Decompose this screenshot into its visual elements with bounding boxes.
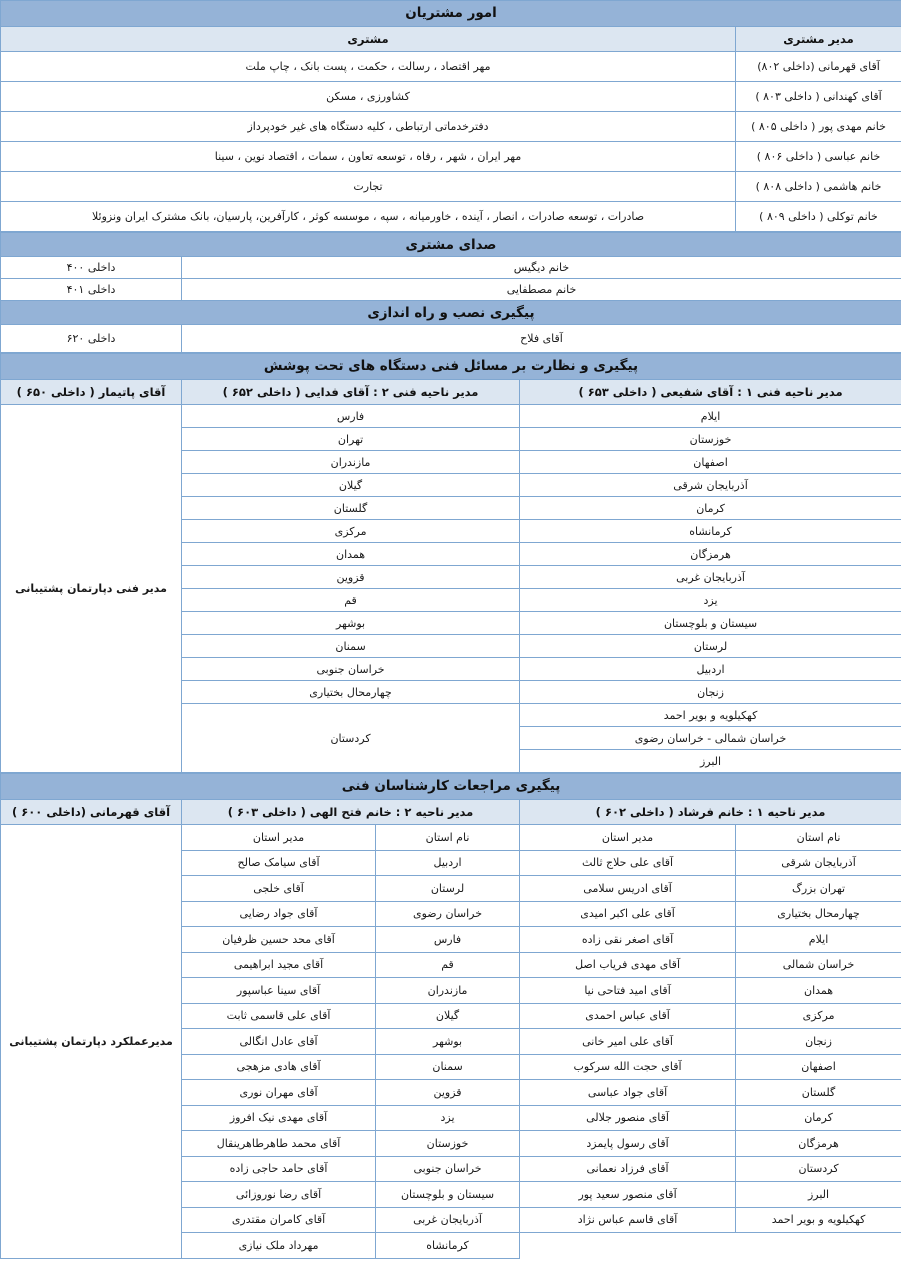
experts-region-2-manager: آقای حامد حاجی زاده bbox=[182, 1156, 376, 1182]
installation-person: آقای فلاح bbox=[182, 325, 901, 353]
tech-region-2-province: قزوین bbox=[182, 566, 520, 589]
header-experts-manager: آقای قهرمانی (داخلی ۶۰۰ ) bbox=[1, 799, 182, 825]
experts-table bbox=[0, 773, 901, 1259]
tech-region-1-province: اردبیل bbox=[520, 658, 901, 681]
experts-region-2-province: سیستان و بلوچستان bbox=[376, 1182, 520, 1208]
experts-region-1-manager: آقای علی حلاج ثالث bbox=[520, 850, 736, 876]
customer-manager: خانم عباسی ( داخلی ۸۰۶ ) bbox=[736, 142, 901, 172]
experts-region-2-manager: آقای رضا نوروزائی bbox=[182, 1182, 376, 1208]
customer-list: مهر اقتصاد ، رسالت ، حکمت ، پست بانک ، چاپ ملت bbox=[1, 52, 736, 82]
tech-region-1-province: آذربایجان شرقی bbox=[520, 474, 901, 497]
experts-region-2-manager: آقای محمد طاهرطاهرینقال bbox=[182, 1131, 376, 1157]
experts-region-2-province: مازندران bbox=[376, 978, 520, 1004]
experts-region-1-province: تهران بزرگ bbox=[736, 876, 901, 902]
experts-region-2-province: قزوین bbox=[376, 1080, 520, 1106]
experts-region-1-province: چهارمحال بختیاری bbox=[736, 901, 901, 927]
customer-affairs-table bbox=[0, 0, 901, 232]
experts-region-1-province: همدان bbox=[736, 978, 901, 1004]
installation-title: پیگیری نصب و راه اندازی bbox=[1, 301, 901, 325]
tech-region-2-province: خراسان جنوبی bbox=[182, 658, 520, 681]
experts-region-2-manager: آقای هادی مزهجی bbox=[182, 1054, 376, 1080]
tech-region-2-province: کردستان bbox=[182, 704, 520, 773]
tech-side-label: مدیر فنی دپارتمان پشتیبانی bbox=[1, 405, 182, 773]
experts-region-1-manager: آقای جواد عباسی bbox=[520, 1080, 736, 1106]
experts-region-2-manager: آقای خلجی bbox=[182, 876, 376, 902]
experts-region-1-manager: آقای علی اکبر امیدی bbox=[520, 901, 736, 927]
experts-side-label: مدیرعملکرد دپارتمان پشتیبانی bbox=[1, 825, 182, 1259]
experts-region-1-province: گلستان bbox=[736, 1080, 901, 1106]
experts-region-2-province: خوزستان bbox=[376, 1131, 520, 1157]
tech-region-1-province: آذربایجان غربی bbox=[520, 566, 901, 589]
experts-region-2-manager: آقای مهران نوری bbox=[182, 1080, 376, 1106]
tech-region-1-province: هرمزگان bbox=[520, 543, 901, 566]
experts-region-2-manager: آقای جواد رضایی bbox=[182, 901, 376, 927]
voice-person: خانم دیگیس bbox=[182, 257, 901, 279]
technical-table bbox=[0, 353, 901, 773]
customer-affairs-title: امور مشتریان bbox=[1, 1, 901, 27]
tech-region-1-province: خوزستان bbox=[520, 428, 901, 451]
experts-region-1-manager: آقای منصور جلالی bbox=[520, 1105, 736, 1131]
tech-region-1-province: زنجان bbox=[520, 681, 901, 704]
experts-region-1-manager: آقای امید فتاحی نیا bbox=[520, 978, 736, 1004]
experts-region-2-manager: مدیر استان bbox=[182, 825, 376, 851]
voice-extension: داخلی ۴۰۱ bbox=[1, 279, 182, 301]
header-experts-region-2: مدیر ناحیه ۲ : خانم فتح الهی ( داخلی ۶۰۳ ) bbox=[182, 799, 520, 825]
experts-region-2-manager: آقای مهدی نیک افروز bbox=[182, 1105, 376, 1131]
tech-region-1-province: کرمانشاه bbox=[520, 520, 901, 543]
customer-manager: خانم مهدی پور ( داخلی ۸۰۵ ) bbox=[736, 112, 901, 142]
customer-list: تجارت bbox=[1, 172, 736, 202]
experts-region-1-manager-empty bbox=[520, 1233, 736, 1259]
tech-region-1-province: لرستان bbox=[520, 635, 901, 658]
experts-region-1-manager: آقای فرزاد نعمانی bbox=[520, 1156, 736, 1182]
tech-region-2-province: سمنان bbox=[182, 635, 520, 658]
tech-region-2-province: همدان bbox=[182, 543, 520, 566]
experts-region-1-province: البرز bbox=[736, 1182, 901, 1208]
experts-region-1-manager: آقای رسول پایمزد bbox=[520, 1131, 736, 1157]
experts-region-2-province: لرستان bbox=[376, 876, 520, 902]
tech-region-2-province: بوشهر bbox=[182, 612, 520, 635]
experts-region-1-manager: آقای اصغر نقی زاده bbox=[520, 927, 736, 953]
header-tech-region-1: مدیر ناحیه فنی ۱ : آقای شفیعی ( داخلی ۶۵۳ ) bbox=[520, 379, 901, 405]
experts-region-2-province: یزد bbox=[376, 1105, 520, 1131]
experts-region-2-province: قم bbox=[376, 952, 520, 978]
voice-extension: داخلی ۴۰۰ bbox=[1, 257, 182, 279]
experts-region-2-province: آذربایجان غربی bbox=[376, 1207, 520, 1233]
experts-region-1-province: کرمان bbox=[736, 1105, 901, 1131]
experts-region-2-province: نام استان bbox=[376, 825, 520, 851]
customer-list: صادرات ، توسعه صادرات ، انصار ، آینده ، خاورمیانه ، سپه ، موسسه کوثر ، کارآفرین، پارسیان، بانک مشترک ایران ونزوئلا bbox=[1, 202, 736, 232]
tech-region-1-province: ایلام bbox=[520, 405, 901, 428]
tech-region-1-province: یزد bbox=[520, 589, 901, 612]
tech-region-2-province: گلستان bbox=[182, 497, 520, 520]
tech-region-1-province: سیستان و بلوچستان bbox=[520, 612, 901, 635]
experts-region-1-province: آذربایجان شرقی bbox=[736, 850, 901, 876]
experts-region-2-manager: آقای سیامک صالح bbox=[182, 850, 376, 876]
customer-manager: آقای قهرمانی (داخلی ۸۰۲) bbox=[736, 52, 901, 82]
experts-region-2-manager: آقای عادل انگالی bbox=[182, 1029, 376, 1055]
tech-region-2-province: چهارمحال بختیاری bbox=[182, 681, 520, 704]
header-experts-region-1: مدیر ناحیه ۱ : خانم فرشاد ( داخلی ۶۰۲ ) bbox=[520, 799, 901, 825]
experts-region-1-manager: آقای عباس احمدی bbox=[520, 1003, 736, 1029]
experts-region-1-manager: آقای علی امیر خانی bbox=[520, 1029, 736, 1055]
header-tech-manager: آقای پاتیمار ( داخلی ۶۵۰ ) bbox=[1, 379, 182, 405]
experts-region-2-manager: آقای محد حسین ظرفیان bbox=[182, 927, 376, 953]
customer-manager: خانم هاشمی ( داخلی ۸۰۸ ) bbox=[736, 172, 901, 202]
header-tech-region-2: مدیر ناحیه فنی ۲ : آقای فدایی ( داخلی ۶۵۲ ) bbox=[182, 379, 520, 405]
experts-region-1-province: اصفهان bbox=[736, 1054, 901, 1080]
experts-region-1-province: زنجان bbox=[736, 1029, 901, 1055]
technical-title: پیگیری و نظارت بر مسائل فنی دستگاه های تحت پوشش bbox=[1, 354, 901, 380]
tech-region-1-province: البرز bbox=[520, 750, 901, 773]
experts-region-2-province: سمنان bbox=[376, 1054, 520, 1080]
experts-region-1-province: کردستان bbox=[736, 1156, 901, 1182]
header-customer: مشتری bbox=[1, 26, 736, 52]
experts-region-1-province: نام استان bbox=[736, 825, 901, 851]
tech-region-2-province: مازندران bbox=[182, 451, 520, 474]
tech-region-1-province: کرمان bbox=[520, 497, 901, 520]
tech-region-1-province: اصفهان bbox=[520, 451, 901, 474]
experts-region-1-province: کهکیلویه و بویر احمد bbox=[736, 1207, 901, 1233]
experts-region-2-province: گیلان bbox=[376, 1003, 520, 1029]
experts-region-2-province: خراسان جنوبی bbox=[376, 1156, 520, 1182]
experts-region-1-province: ایلام bbox=[736, 927, 901, 953]
experts-region-2-province: کرمانشاه bbox=[376, 1233, 520, 1259]
experts-region-2-province: فارس bbox=[376, 927, 520, 953]
experts-region-2-province: خراسان رضوی bbox=[376, 901, 520, 927]
experts-region-2-manager: آقای کامران مقتدری bbox=[182, 1207, 376, 1233]
experts-region-1-province: خراسان شمالی bbox=[736, 952, 901, 978]
installation-extension: داخلی ۶۲۰ bbox=[1, 325, 182, 353]
customer-manager: خانم توکلی ( داخلی ۸۰۹ ) bbox=[736, 202, 901, 232]
tech-region-2-province: مرکزی bbox=[182, 520, 520, 543]
customer-list: مهر ایران ، شهر ، رفاه ، توسعه تعاون ، سمات ، اقتصاد نوین ، سینا bbox=[1, 142, 736, 172]
tech-region-1-province: کهکیلویه و بویر احمد bbox=[520, 704, 901, 727]
tech-region-2-province: تهران bbox=[182, 428, 520, 451]
voice-person: خانم مصطفایی bbox=[182, 279, 901, 301]
customer-list: دفترخدماتی ارتباطی ، کلیه دستگاه های غیر خودپرداز bbox=[1, 112, 736, 142]
customer-list: کشاورزی ، مسکن bbox=[1, 82, 736, 112]
experts-region-1-manager: آقای قاسم عباس نژاد bbox=[520, 1207, 736, 1233]
experts-region-1-manager: آقای مهدی فریاب اصل bbox=[520, 952, 736, 978]
experts-region-2-manager: آقای مجید ابراهیمی bbox=[182, 952, 376, 978]
experts-region-1-manager: آقای منصور سعید پور bbox=[520, 1182, 736, 1208]
customer-manager: آقای کهندانی ( داخلی ۸۰۳ ) bbox=[736, 82, 901, 112]
tech-region-2-province: گیلان bbox=[182, 474, 520, 497]
support-lines-table bbox=[0, 232, 901, 353]
experts-region-2-province: اردبیل bbox=[376, 850, 520, 876]
experts-region-2-manager: آقای علی قاسمی ثابت bbox=[182, 1003, 376, 1029]
experts-region-1-province: مرکزی bbox=[736, 1003, 901, 1029]
experts-region-1-manager: آقای ادریس سلامی bbox=[520, 876, 736, 902]
experts-region-1-province-empty bbox=[736, 1233, 901, 1259]
experts-region-2-manager: آقای سینا عباسپور bbox=[182, 978, 376, 1004]
experts-region-2-manager: مهرداد ملک نیازی bbox=[182, 1233, 376, 1259]
experts-region-2-province: بوشهر bbox=[376, 1029, 520, 1055]
experts-region-1-province: هرمزگان bbox=[736, 1131, 901, 1157]
tech-region-2-province: فارس bbox=[182, 405, 520, 428]
experts-region-1-manager: مدیر استان bbox=[520, 825, 736, 851]
experts-title: پیگیری مراجعات کارشناسان فنی bbox=[1, 774, 901, 800]
header-customer-manager: مدیر مشتری bbox=[736, 26, 901, 52]
tech-region-2-province: قم bbox=[182, 589, 520, 612]
customer-voice-title: صدای مشتری bbox=[1, 233, 901, 257]
tech-region-1-province: خراسان شمالی - خراسان رضوی bbox=[520, 727, 901, 750]
experts-region-1-manager: آقای حجت الله سرکوب bbox=[520, 1054, 736, 1080]
